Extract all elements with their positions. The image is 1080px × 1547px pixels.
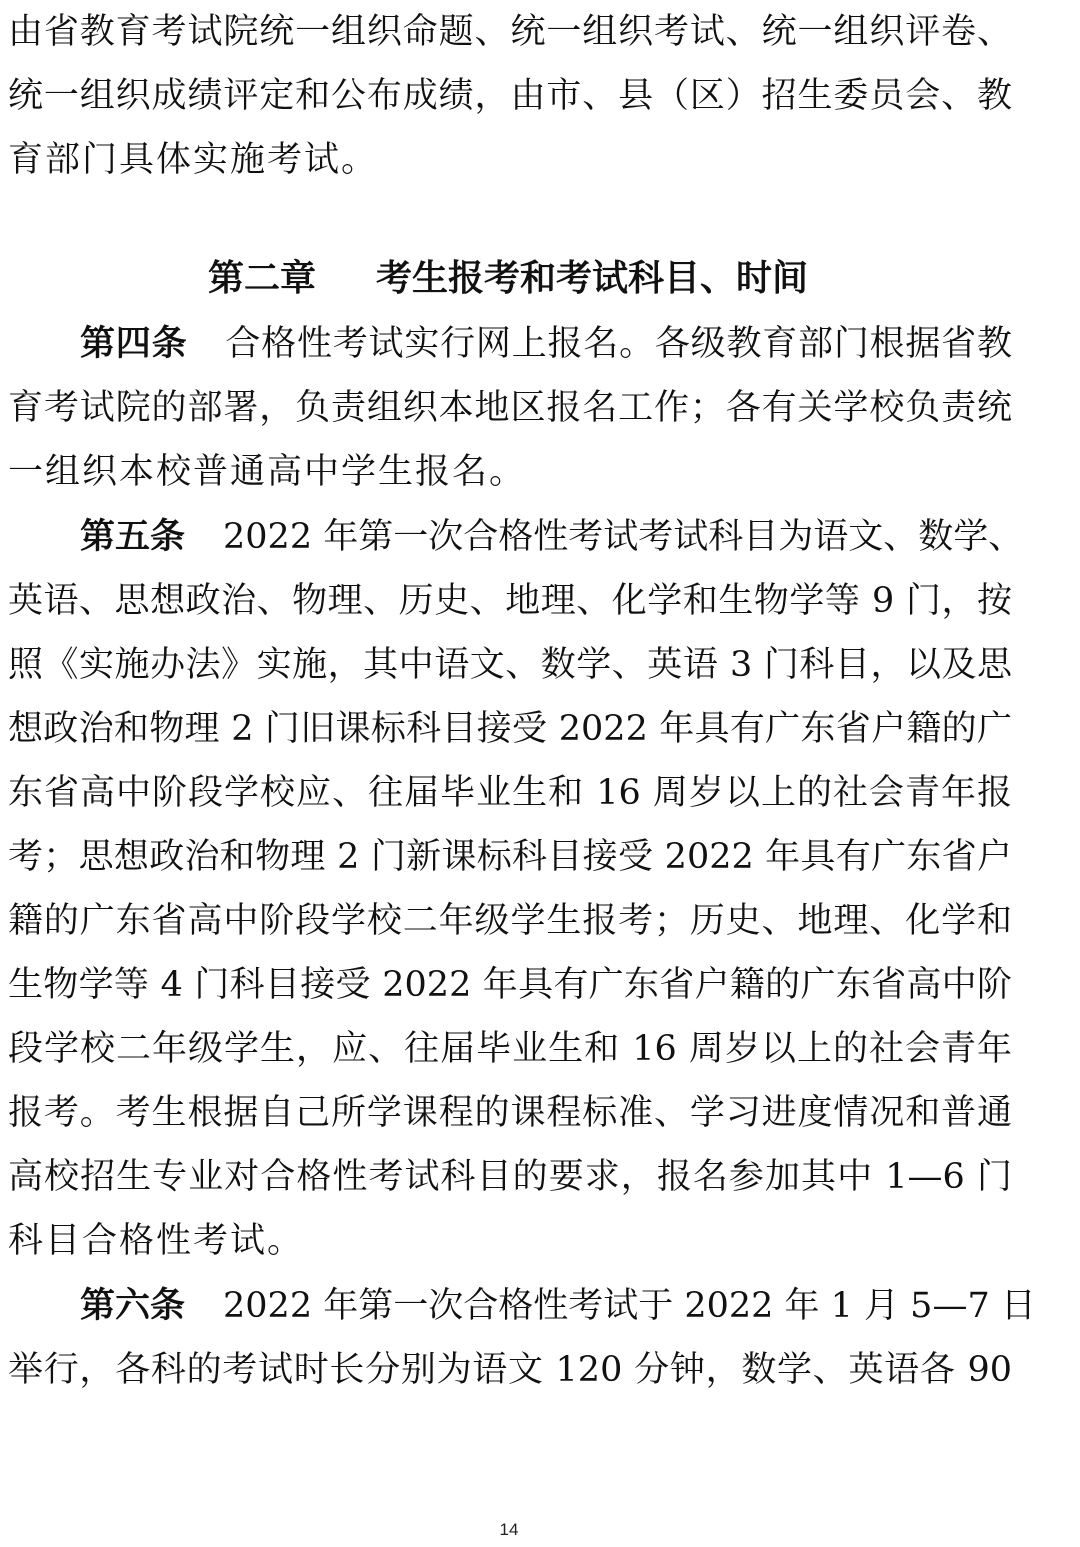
- paragraph-line: 东省高中阶段学校应、往届毕业生和 16 周岁以上的社会青年报: [8, 773, 1012, 813]
- paragraph-line: 育考试院的部署，负责组织本地区报名工作；各有关学校负责统: [8, 388, 1012, 428]
- article-text: 合格性考试实行网上报名。各级教育部门根据省教: [225, 324, 1012, 364]
- paragraph-line: 统一组织成绩评定和公布成绩，由市、县（区）招生委员会、教: [8, 76, 1012, 116]
- article-text: 2022 年第一次合格性考试于 2022 年 1 月 5—7 日: [223, 1286, 1036, 1326]
- paragraph-line: 籍的广东省高中阶段学校二年级学生报考；历史、地理、化学和: [8, 901, 1012, 941]
- paragraph-line: 生物学等 4 门科目接受 2022 年具有广东省户籍的广东省高中阶: [8, 965, 1012, 1005]
- article-first-line: [80, 1274, 1036, 1338]
- article-label: 第四条: [80, 324, 188, 364]
- article-text: 2022 年第一次合格性考试考试科目为语文、数学、: [223, 517, 1024, 557]
- paragraph-line: 考；思想政治和物理 2 门新课标科目接受 2022 年具有广东省户: [8, 837, 1012, 877]
- paragraph-line: 一组织本校普通高中学生报名。: [8, 452, 527, 492]
- paragraph-line: 英语、思想政治、物理、历史、地理、化学和生物学等 9 门，按: [8, 581, 1012, 621]
- article-label: 第五条: [80, 517, 186, 557]
- paragraph-line: 高校招生专业对合格性考试科目的要求，报名参加其中 1—6 门: [8, 1157, 1012, 1197]
- paragraph-line: 想政治和物理 2 门旧课标科目接受 2022 年具有广东省户籍的广: [8, 709, 1012, 749]
- page-number: 14: [499, 1520, 519, 1539]
- chapter-heading: [0, 244, 1048, 314]
- chapter-title: 考生报考和考试科目、时间: [376, 258, 809, 299]
- article-first-line: [80, 505, 1024, 569]
- paragraph-line: 由省教育考试院统一组织命题、统一组织考试、统一组织评卷、: [8, 12, 1012, 52]
- paragraph-line: 段学校二年级学生，应、往届毕业生和 16 周岁以上的社会青年: [8, 1029, 1012, 1069]
- article-label: 第六条: [80, 1286, 186, 1326]
- paragraph-line: 报考。考生根据自己所学课程的课程标准、学习进度情况和普通: [8, 1093, 1012, 1133]
- paragraph-line: 举行，各科的考试时长分别为语文 120 分钟，数学、英语各 90: [8, 1350, 1012, 1390]
- paragraph-line: 育部门具体实施考试。: [8, 140, 379, 180]
- article-first-line: [80, 312, 1012, 376]
- paragraph-line: 照《实施办法》实施，其中语文、数学、英语 3 门科目，以及思: [8, 645, 1012, 685]
- chapter-number: 第二章: [207, 258, 316, 299]
- paragraph-line: 科目合格性考试。: [8, 1221, 305, 1261]
